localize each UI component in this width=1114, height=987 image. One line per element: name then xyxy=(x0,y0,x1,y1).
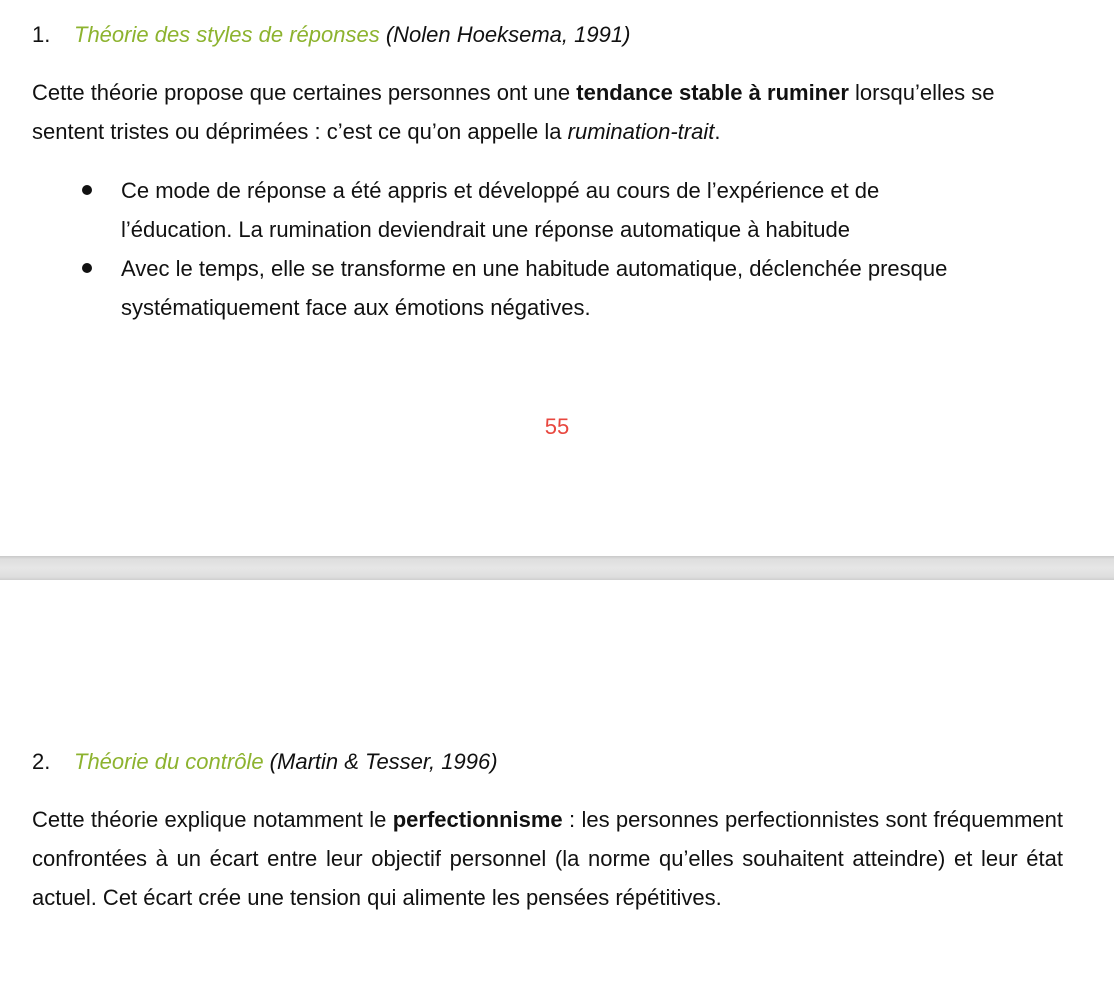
paragraph-text: Cette théorie explique notamment le xyxy=(32,807,393,832)
bullet-icon xyxy=(82,185,92,195)
paragraph-text: Cette théorie propose que certaines personnes ont une xyxy=(32,80,577,105)
bullet-text: Avec le temps, elle se transforme en une habitude automatique, déclenchée presque systématiquement face aux émotions négatives. xyxy=(121,256,948,320)
page-separator xyxy=(0,556,1114,580)
heading-title: Théorie des styles de réponses xyxy=(74,22,380,47)
heading-title: Théorie du contrôle xyxy=(74,749,264,774)
bullet-list xyxy=(0,171,1114,327)
document-page-next xyxy=(0,580,1114,987)
section-heading-2 xyxy=(32,747,498,777)
paragraph-text: : les personnes perfectionnistes sont fréquemment confrontées à un écart entre leur objectif personnel (la norme qu’elles souhaitent atteindre) et leur état actuel. Cet écart crée une tension qui alimente les pensées répétitives. xyxy=(32,807,1063,910)
heading-number: 2. xyxy=(32,749,51,774)
page-number: 55 xyxy=(544,414,570,439)
heading-number: 1. xyxy=(32,22,51,47)
paragraph-perfectionnisme xyxy=(32,800,1063,917)
paragraph-term: rumination-trait xyxy=(567,119,715,144)
section-heading-1 xyxy=(32,20,630,50)
paragraph-emphasis: tendance stable à ruminer xyxy=(576,80,849,105)
bullet-item xyxy=(0,171,991,249)
paragraph-emphasis: perfectionnisme xyxy=(392,807,563,832)
heading-reference: (Martin & Tesser, 1996) xyxy=(263,749,498,774)
bullet-text: Ce mode de réponse a été appris et développé au cours de l’expérience et de l’éducation. La rumination deviendrait une réponse automatique à habitude xyxy=(121,178,880,242)
paragraph-text: . xyxy=(714,119,721,144)
paragraph-text: lorsqu’elles se sentent tristes ou déprimées : c’est ce qu’on appelle la xyxy=(32,80,995,144)
paragraph-rumination-trait xyxy=(32,73,1063,151)
heading-reference: (Nolen Hoeksema, 1991) xyxy=(379,22,631,47)
bullet-item xyxy=(0,249,991,327)
bullet-icon xyxy=(82,263,92,273)
